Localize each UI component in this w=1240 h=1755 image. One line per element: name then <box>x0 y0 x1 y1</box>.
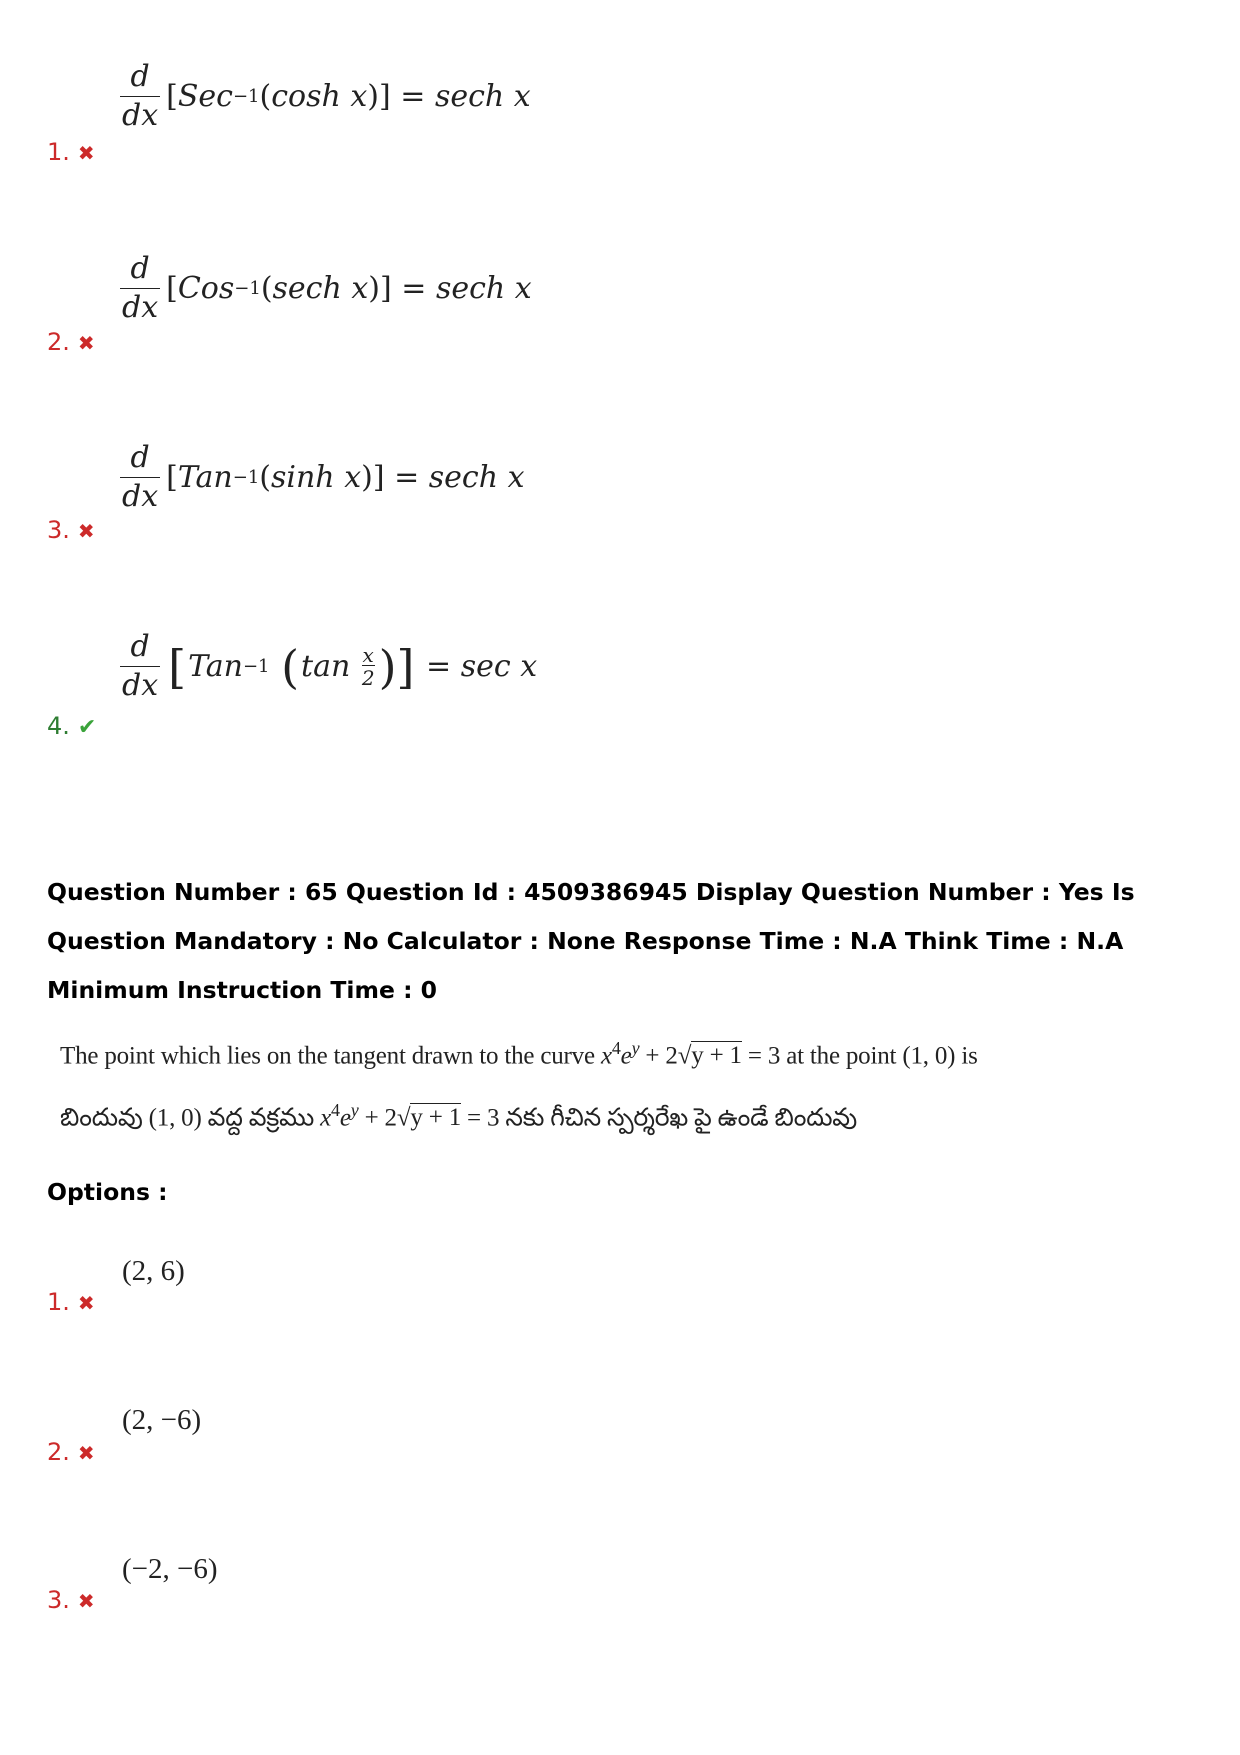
wrong-icon: ✖ <box>77 519 95 543</box>
option-value: (2, 6) <box>122 1255 185 1287</box>
wrong-icon: ✖ <box>77 1589 95 1613</box>
option-number: 2. <box>47 1438 70 1466</box>
option-number: 3. <box>47 516 70 544</box>
option-number: 2. <box>47 328 70 356</box>
option-value: (−2, −6) <box>122 1553 218 1585</box>
option-number: 1. <box>47 138 70 166</box>
dx-label: dx <box>122 98 159 133</box>
option-number: 3. <box>47 1586 70 1614</box>
wrong-icon: ✖ <box>77 1291 95 1315</box>
wrong-icon: ✖ <box>77 1441 95 1465</box>
option-expression: $\frac{d}{dx}$ [ Sec −1 ( cosh x )] = sech x <box>122 59 531 133</box>
wrong-icon: ✖ <box>77 141 95 165</box>
option-number: 1. <box>47 1288 70 1316</box>
option-expression: $\frac{d}{dx}$ [ Cos −1 ( sech x )] = sech x <box>122 251 532 325</box>
question-text-english: The point which lies on the tangent drawn to the curve $x^4e^y + 2√y + 1 = 3$ at the point (1, 0) is <box>60 1038 978 1070</box>
check-icon: ✔ <box>77 715 97 740</box>
d-label: d <box>130 59 150 94</box>
option-value: (2, −6) <box>122 1404 202 1436</box>
option-expression: $\frac{d}{dx}$ [ Tan −1 ( sinh x )] = sech x <box>122 440 525 514</box>
wrong-icon: ✖ <box>77 331 95 355</box>
options-label: Options : <box>47 1178 168 1206</box>
option-number: 4. <box>47 712 70 740</box>
question-text-telugu: బిందువు (1, 0) వద్ద వక్రము $x^4e^y + 2√y + 1 = 3$ నకు గీచిన స్పర్శరేఖ పై ఉండే బిందువు <box>60 1100 858 1132</box>
option-expression: $\frac{d}{dx}$ [ Tan −1 ( tan x 2 )] = sec x <box>122 629 538 703</box>
question-metadata: Question Number : 65 Question Id : 4509386945 Display Question Number : Yes Is Question Mandatory : No Calculator : None Response Time : N.A Think Time : N.A Minimum Instruction Time : 0 <box>47 878 1135 1004</box>
